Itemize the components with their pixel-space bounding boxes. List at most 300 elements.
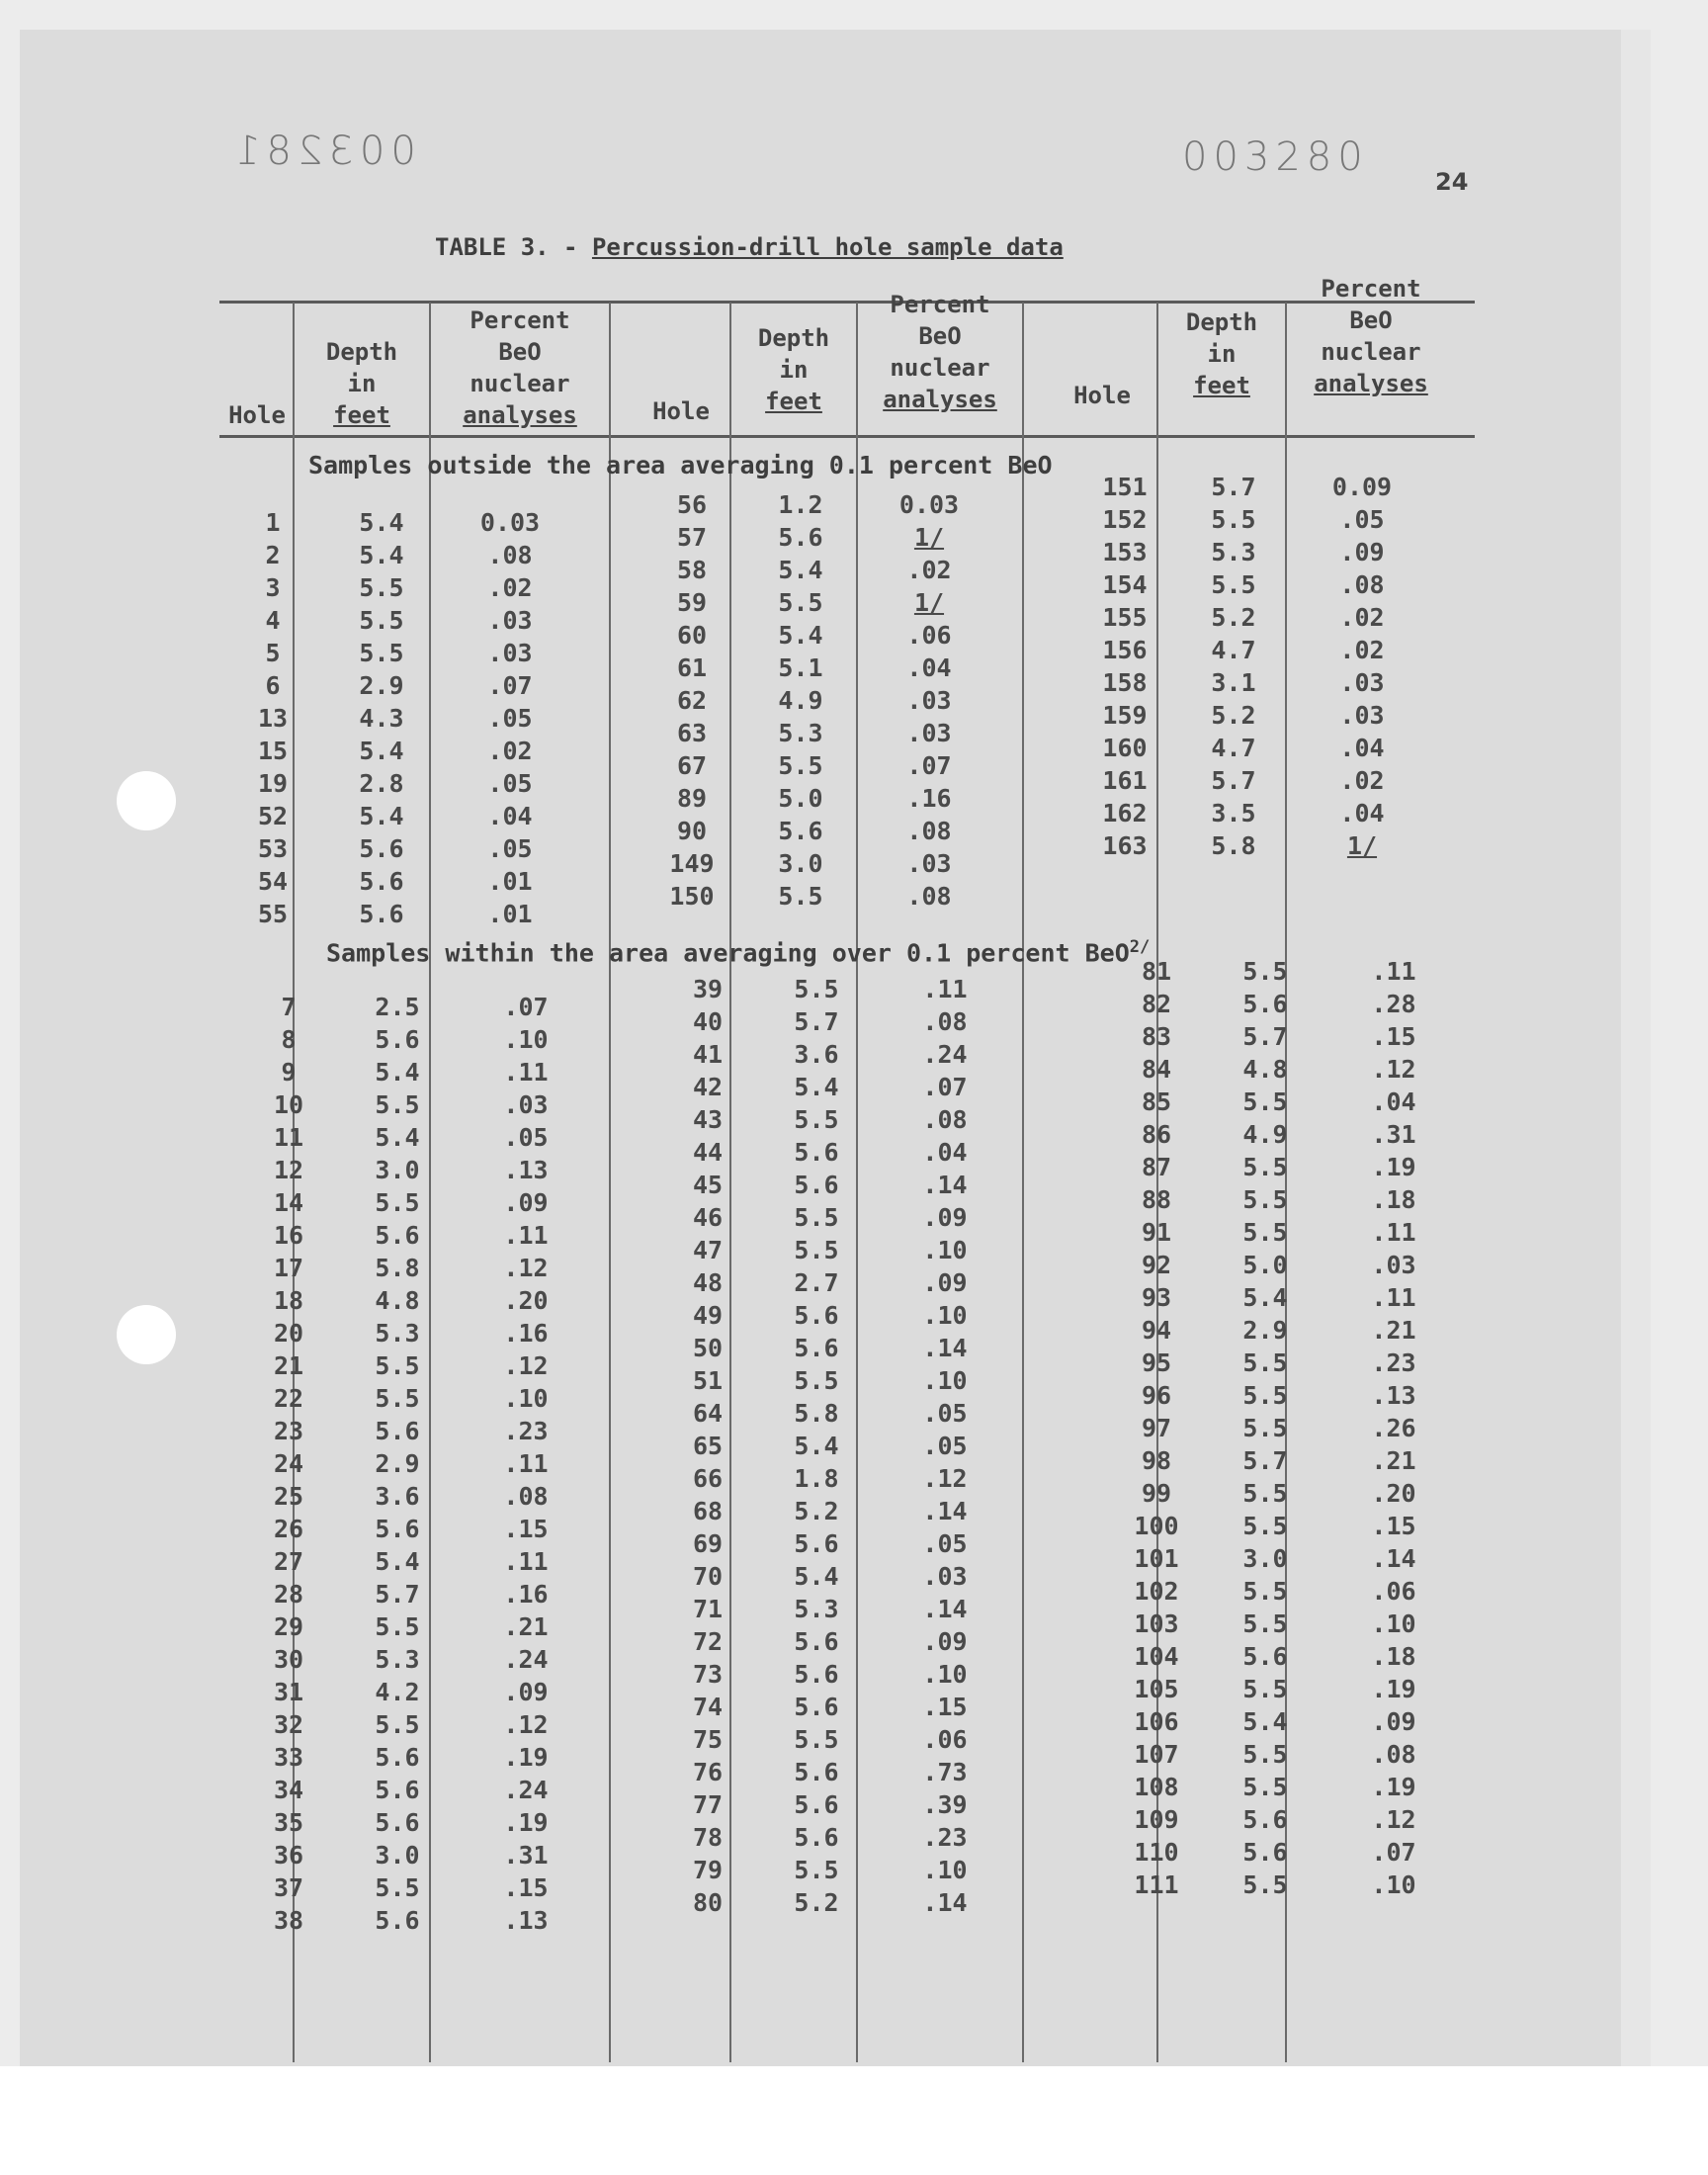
table-row (1075, 699, 1431, 732)
hole-number: 88 (1141, 1185, 1172, 1214)
table-row (658, 1788, 1014, 1821)
percent-beo: .19 (1371, 1773, 1416, 1801)
table-row (239, 1023, 595, 1056)
percent-beo: .19 (503, 1808, 549, 1837)
table-row (658, 1625, 1014, 1658)
hole-number: 95 (1141, 1348, 1172, 1377)
depth-feet: 5.6 (794, 1693, 839, 1721)
depth-feet: 5.6 (359, 900, 404, 928)
depth-feet: 5.5 (778, 588, 823, 617)
hole-number: 79 (692, 1856, 724, 1884)
hole-number: 46 (692, 1203, 724, 1232)
hole-number: 76 (692, 1758, 724, 1786)
depth-feet: 4.8 (375, 1286, 420, 1315)
hole-number: 103 (1134, 1610, 1179, 1638)
depth-feet: 5.6 (794, 1627, 839, 1656)
percent-beo: .03 (1371, 1251, 1416, 1279)
table-row (658, 1103, 1014, 1136)
hole-number: 89 (676, 784, 708, 813)
depth-feet: 5.4 (375, 1547, 420, 1576)
percent-beo: .23 (1371, 1348, 1416, 1377)
hole-number: 59 (676, 588, 708, 617)
percent-beo: .21 (503, 1612, 549, 1641)
table-row (658, 1397, 1014, 1430)
table-row (1107, 1347, 1463, 1379)
hole-number: 5 (265, 639, 281, 667)
table-row (1075, 634, 1431, 666)
percent-beo: .73 (922, 1758, 968, 1786)
percent-beo: .24 (503, 1645, 549, 1674)
percent-beo: .03 (906, 719, 952, 747)
depth-feet: 5.5 (375, 1384, 420, 1413)
table-row (239, 1154, 595, 1186)
hole-number: 1 (265, 508, 281, 537)
table-row (1107, 988, 1463, 1020)
hole-number: 156 (1102, 636, 1148, 664)
depth-feet: 4.9 (1242, 1120, 1288, 1149)
table-row (1075, 536, 1431, 568)
depth-feet: 5.6 (794, 1529, 839, 1558)
depth-feet: 5.5 (375, 1612, 420, 1641)
percent-beo: .09 (1339, 538, 1385, 566)
hole-number: 149 (669, 849, 715, 878)
table-row (223, 571, 579, 604)
table-row (239, 1708, 595, 1741)
hole-number: 14 (273, 1188, 304, 1217)
depth-feet: 3.5 (1211, 799, 1256, 827)
punch-hole-top (117, 771, 176, 830)
hole-number: 30 (273, 1645, 304, 1674)
table-row (239, 1382, 595, 1415)
percent-beo: .04 (487, 802, 533, 830)
hole-number: 54 (257, 867, 289, 896)
hole-number: 50 (692, 1334, 724, 1362)
hole-number: 12 (273, 1156, 304, 1184)
table-row (1107, 1771, 1463, 1803)
header-hole-2: Hole (652, 397, 710, 425)
hole-number: 160 (1102, 734, 1148, 762)
depth-feet: 5.6 (375, 1776, 420, 1804)
percent-beo: .08 (503, 1482, 549, 1511)
hole-number: 90 (676, 817, 708, 845)
depth-feet: 5.4 (1242, 1283, 1288, 1312)
hole-number: 2 (265, 541, 281, 569)
rows-within-col-2 (658, 973, 1014, 1919)
table-row (223, 506, 579, 539)
scan-margin (0, 2066, 1708, 2175)
depth-feet: 5.5 (375, 1873, 420, 1902)
depth-feet: 5.5 (794, 1725, 839, 1754)
table-row (239, 1806, 595, 1839)
depth-feet: 1.8 (794, 1464, 839, 1493)
hole-number: 33 (273, 1743, 304, 1772)
hole-number: 7 (281, 993, 297, 1021)
depth-feet: 5.5 (1242, 1479, 1288, 1508)
hole-number: 108 (1134, 1773, 1179, 1801)
percent-beo: .26 (1371, 1414, 1416, 1442)
hole-number: 92 (1141, 1251, 1172, 1279)
table-row (1075, 666, 1431, 699)
percent-beo: .12 (922, 1464, 968, 1493)
depth-feet: 5.7 (794, 1007, 839, 1036)
depth-feet: 5.6 (359, 834, 404, 863)
table-row (1107, 1314, 1463, 1347)
hole-number: 29 (273, 1612, 304, 1641)
hole-number: 80 (692, 1888, 724, 1917)
depth-feet: 5.6 (375, 1025, 420, 1054)
percent-beo: .10 (503, 1025, 549, 1054)
table-row (1107, 1216, 1463, 1249)
hole-number: 72 (692, 1627, 724, 1656)
percent-beo: .05 (487, 769, 533, 798)
percent-beo: .06 (922, 1725, 968, 1754)
percent-beo: .11 (1371, 1283, 1416, 1312)
hole-number: 45 (692, 1171, 724, 1199)
section-caption-within: Samples within the area averaging over 0.1 percent BeO$^{2/}$ (326, 937, 1151, 968)
hole-number: 111 (1134, 1870, 1179, 1899)
depth-feet: 5.1 (778, 653, 823, 682)
table-row (642, 782, 998, 815)
table-row (658, 1005, 1014, 1038)
table-row (658, 1462, 1014, 1495)
hole-number: 39 (692, 975, 724, 1003)
percent-beo: .02 (487, 737, 533, 765)
depth-feet: 5.7 (1211, 473, 1256, 501)
header-depth-1: Depth in feet (325, 338, 398, 429)
depth-feet: 5.5 (1242, 1185, 1288, 1214)
table-caption (435, 233, 1064, 261)
percent-beo: .04 (1339, 734, 1385, 762)
depth-feet: 5.5 (1242, 1740, 1288, 1769)
percent-beo: .14 (922, 1888, 968, 1917)
depth-feet: 5.4 (794, 1073, 839, 1101)
table-row (642, 847, 998, 880)
depth-feet: 2.9 (375, 1449, 420, 1478)
percent-beo: .21 (1371, 1446, 1416, 1475)
percent-beo: .05 (922, 1529, 968, 1558)
hole-number: 18 (273, 1286, 304, 1315)
table-row (642, 488, 998, 521)
percent-beo: .10 (922, 1301, 968, 1330)
divider-6 (1022, 303, 1024, 2062)
depth-feet: 5.6 (794, 1660, 839, 1689)
percent-beo: .14 (922, 1334, 968, 1362)
depth-feet: 5.6 (375, 1417, 420, 1445)
depth-feet: 5.7 (375, 1580, 420, 1609)
hole-number: 68 (692, 1497, 724, 1525)
depth-feet: 5.6 (794, 1138, 839, 1167)
hole-number: 48 (692, 1268, 724, 1297)
table-row (658, 1691, 1014, 1723)
table-row (658, 1527, 1014, 1560)
table-row (1107, 1118, 1463, 1151)
hole-number: 104 (1134, 1642, 1179, 1671)
hole-number: 35 (273, 1808, 304, 1837)
hole-number: 150 (669, 882, 715, 911)
hole-number: 73 (692, 1660, 724, 1689)
percent-beo: .11 (922, 975, 968, 1003)
table-row (1107, 1803, 1463, 1836)
hole-number: 61 (676, 653, 708, 682)
table-row (1107, 1053, 1463, 1086)
hole-number: 36 (273, 1841, 304, 1870)
table-row (1075, 797, 1431, 829)
depth-feet: 4.3 (359, 704, 404, 733)
hole-number: 13 (257, 704, 289, 733)
depth-feet: 5.5 (1242, 1088, 1288, 1116)
depth-feet: 4.7 (1211, 734, 1256, 762)
percent-beo: .13 (503, 1906, 549, 1935)
percent-beo: .11 (1371, 1218, 1416, 1247)
hole-number: 110 (1134, 1838, 1179, 1867)
depth-feet: 5.5 (794, 975, 839, 1003)
percent-beo: .04 (922, 1138, 968, 1167)
percent-beo: .11 (1371, 957, 1416, 986)
hole-number: 3 (265, 573, 281, 602)
depth-feet: 5.3 (1211, 538, 1256, 566)
hole-number: 57 (676, 523, 708, 552)
percent-beo: .01 (487, 867, 533, 896)
hole-number: 163 (1102, 831, 1148, 860)
hole-number: 151 (1102, 473, 1148, 501)
hole-number: 9 (281, 1058, 297, 1087)
percent-beo: .08 (1371, 1740, 1416, 1769)
depth-feet: 5.4 (794, 1562, 839, 1591)
hole-number: 53 (257, 834, 289, 863)
percent-beo: .09 (503, 1188, 549, 1217)
hole-number: 56 (676, 490, 708, 519)
percent-beo: .07 (503, 993, 549, 1021)
hole-number: 38 (273, 1906, 304, 1935)
table-row (642, 652, 998, 684)
percent-beo: .02 (906, 556, 952, 584)
depth-feet: 5.0 (778, 784, 823, 813)
hole-number: 91 (1141, 1218, 1172, 1247)
table-row (658, 1723, 1014, 1756)
header-depth-3: Depth in feet (1185, 308, 1258, 399)
header-depth-2: Depth in feet (757, 324, 830, 415)
punch-hole-bottom (117, 1305, 176, 1364)
hole-number: 37 (273, 1873, 304, 1902)
hole-number: 154 (1102, 570, 1148, 599)
hole-number: 159 (1102, 701, 1148, 730)
table-row (1107, 1477, 1463, 1510)
hole-number: 31 (273, 1678, 304, 1706)
percent-beo: .09 (922, 1268, 968, 1297)
depth-feet: 3.6 (375, 1482, 420, 1511)
table-row (658, 1299, 1014, 1332)
table-row (658, 1756, 1014, 1788)
hole-number: 86 (1141, 1120, 1172, 1149)
table-row (1075, 601, 1431, 634)
percent-beo: .10 (1371, 1610, 1416, 1638)
percent-beo: .03 (906, 849, 952, 878)
percent-beo: .19 (1371, 1675, 1416, 1703)
depth-feet: 5.5 (1211, 505, 1256, 534)
page-number: 24 (1435, 168, 1469, 196)
table-row (223, 865, 579, 898)
table-row (239, 1121, 595, 1154)
rows-outside-col-1 (223, 506, 579, 930)
table-row (658, 1136, 1014, 1169)
percent-beo: .23 (503, 1417, 549, 1445)
table-row (658, 973, 1014, 1005)
hole-number: 75 (692, 1725, 724, 1754)
depth-feet: 2.5 (375, 993, 420, 1021)
depth-feet: 5.3 (794, 1595, 839, 1623)
hole-number: 106 (1134, 1707, 1179, 1736)
table-row (642, 749, 998, 782)
percent-beo: .02 (487, 573, 533, 602)
percent-beo: .08 (487, 541, 533, 569)
stamp-number-right: 003280 (1182, 134, 1369, 180)
hole-number: 109 (1134, 1805, 1179, 1834)
percent-beo: .16 (906, 784, 952, 813)
percent-beo: .08 (922, 1105, 968, 1134)
table-row (1107, 1869, 1463, 1901)
depth-feet: 2.9 (359, 671, 404, 700)
percent-beo: .04 (906, 653, 952, 682)
hole-number: 51 (692, 1366, 724, 1395)
table-row (239, 1871, 595, 1904)
hole-number: 82 (1141, 990, 1172, 1018)
percent-beo: .14 (922, 1497, 968, 1525)
hole-number: 162 (1102, 799, 1148, 827)
percent-beo: .39 (922, 1790, 968, 1819)
depth-feet: 4.8 (1242, 1055, 1288, 1084)
depth-feet: 5.5 (1242, 1773, 1288, 1801)
hole-number: 67 (676, 751, 708, 780)
percent-beo: .08 (1339, 570, 1385, 599)
table-row (1107, 1705, 1463, 1738)
percent-beo: .06 (1371, 1577, 1416, 1606)
table-row (1107, 1608, 1463, 1640)
hole-number: 27 (273, 1547, 304, 1576)
table-row (239, 1774, 595, 1806)
depth-feet: 5.5 (375, 1188, 420, 1217)
percent-beo: .04 (1371, 1088, 1416, 1116)
percent-beo: .20 (503, 1286, 549, 1315)
table-row (1107, 1183, 1463, 1216)
depth-feet: 5.5 (375, 1351, 420, 1380)
hole-number: 96 (1141, 1381, 1172, 1410)
depth-feet: 5.5 (1242, 1675, 1288, 1703)
hole-number: 43 (692, 1105, 724, 1134)
hole-number: 44 (692, 1138, 724, 1167)
depth-feet: 5.5 (1242, 1348, 1288, 1377)
percent-beo: 0.09 (1331, 473, 1393, 501)
depth-feet: 5.5 (1242, 1381, 1288, 1410)
depth-feet: 5.6 (778, 817, 823, 845)
depth-feet: 5.6 (375, 1808, 420, 1837)
depth-feet: 5.4 (778, 621, 823, 650)
depth-feet: 5.7 (1242, 1446, 1288, 1475)
table-row (239, 1480, 595, 1513)
table-row (1075, 471, 1431, 503)
percent-beo: .02 (1339, 636, 1385, 664)
hole-number: 161 (1102, 766, 1148, 795)
depth-feet: 5.4 (359, 508, 404, 537)
table-row (1075, 764, 1431, 797)
depth-feet: 5.5 (1242, 957, 1288, 986)
table-row (239, 991, 595, 1023)
percent-beo: .02 (1339, 766, 1385, 795)
hole-number: 64 (692, 1399, 724, 1428)
percent-beo: .05 (1339, 505, 1385, 534)
depth-feet: 5.4 (359, 802, 404, 830)
percent-beo: .08 (922, 1007, 968, 1036)
depth-feet: 5.6 (794, 1823, 839, 1852)
hole-number: 94 (1141, 1316, 1172, 1345)
percent-beo: .16 (503, 1580, 549, 1609)
header-percent-3: Percent BeO nuclear analyses (1314, 275, 1428, 397)
depth-feet: 5.6 (375, 1743, 420, 1772)
percent-beo: .15 (503, 1873, 549, 1902)
table-row (1107, 955, 1463, 988)
table-row (642, 619, 998, 652)
hole-number: 87 (1141, 1153, 1172, 1181)
percent-beo: .10 (503, 1384, 549, 1413)
stamp-number-left: 003281 (229, 129, 416, 174)
table-row (642, 586, 998, 619)
divider-3 (609, 303, 611, 2062)
table-row (1107, 1836, 1463, 1869)
depth-feet: 3.6 (794, 1040, 839, 1069)
hole-number: 60 (676, 621, 708, 650)
depth-feet: 5.4 (1242, 1707, 1288, 1736)
percent-beo: .09 (1371, 1707, 1416, 1736)
depth-feet: 5.5 (1242, 1610, 1288, 1638)
table-row (658, 1886, 1014, 1919)
depth-feet: 2.7 (794, 1268, 839, 1297)
percent-beo: .07 (922, 1073, 968, 1101)
percent-beo: .03 (503, 1090, 549, 1119)
percent-beo: .09 (503, 1678, 549, 1706)
table-row (239, 1578, 595, 1610)
depth-feet: 5.4 (359, 541, 404, 569)
hole-number: 41 (692, 1040, 724, 1069)
table-row (223, 800, 579, 832)
hole-number: 101 (1134, 1544, 1179, 1573)
depth-feet: 5.4 (375, 1058, 420, 1087)
percent-beo: .10 (1371, 1870, 1416, 1899)
depth-feet: 5.5 (1242, 1414, 1288, 1442)
depth-feet: 5.6 (1242, 1838, 1288, 1867)
header-hole-1: Hole (228, 401, 286, 429)
table-row (239, 1252, 595, 1284)
percent-beo: .03 (487, 606, 533, 635)
rows-within-col-3 (1107, 955, 1463, 1901)
depth-feet: 3.0 (375, 1841, 420, 1870)
depth-feet: 5.5 (1211, 570, 1256, 599)
percent-beo: .06 (906, 621, 952, 650)
table-row (239, 1349, 595, 1382)
hole-number: 49 (692, 1301, 724, 1330)
table-row (223, 604, 579, 637)
percent-beo: .07 (487, 671, 533, 700)
hole-number: 25 (273, 1482, 304, 1511)
depth-feet: 5.6 (794, 1758, 839, 1786)
hole-number: 93 (1141, 1283, 1172, 1312)
table-row (658, 1430, 1014, 1462)
table-row (658, 1593, 1014, 1625)
percent-beo: .05 (487, 704, 533, 733)
percent-beo: .19 (1371, 1153, 1416, 1181)
percent-beo: .05 (922, 1399, 968, 1428)
depth-feet: 5.5 (794, 1856, 839, 1884)
percent-beo: .14 (922, 1171, 968, 1199)
header-percent-1: Percent BeO nuclear analyses (463, 306, 577, 429)
